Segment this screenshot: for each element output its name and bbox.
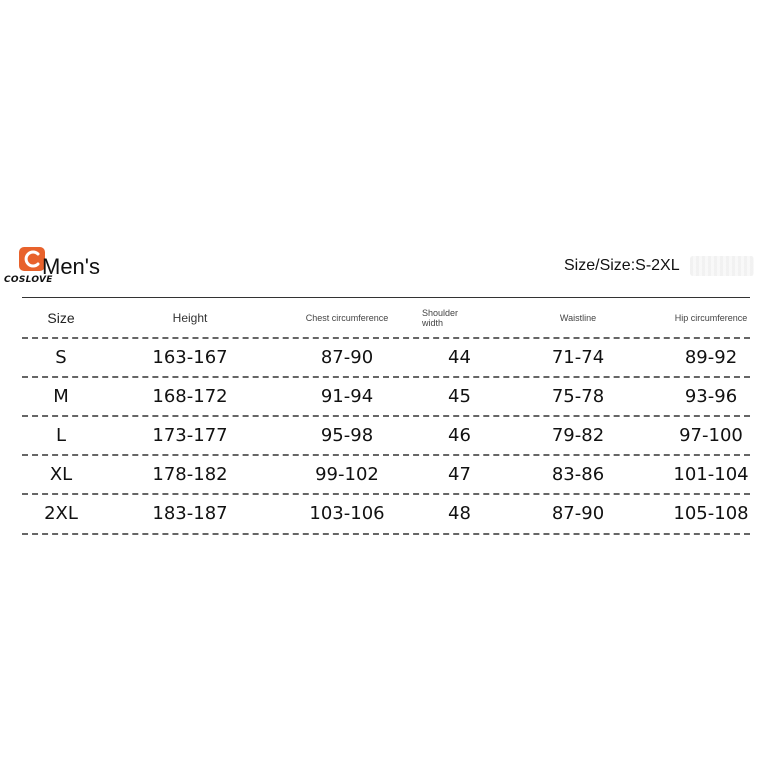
cell-chest: 87-90	[320, 346, 374, 368]
cell-size: XL	[49, 463, 73, 485]
header-size: Size	[47, 310, 75, 326]
cell-chest: 91-94	[320, 385, 374, 407]
cell-hip: 105-108	[673, 502, 749, 524]
header-waist: Waistline	[559, 313, 597, 323]
cell-shoulder: 46	[448, 424, 471, 446]
table-row	[22, 416, 750, 454]
cell-waist: 71-74	[551, 346, 605, 368]
table-top-rule	[22, 297, 750, 298]
table-row	[22, 494, 750, 532]
cell-shoulder: 48	[448, 502, 471, 524]
cell-height: 178-182	[152, 463, 228, 485]
cell-size: L	[55, 424, 67, 446]
header-chest: Chest circumference	[305, 313, 389, 323]
cell-height: 173-177	[152, 424, 228, 446]
cell-size: S	[55, 346, 67, 368]
table-row	[22, 338, 750, 376]
page-title: Men's	[42, 254, 100, 279]
table-row	[22, 455, 750, 493]
cell-hip: 101-104	[673, 463, 749, 485]
cell-hip: 97-100	[679, 424, 743, 446]
cell-shoulder: 47	[448, 463, 471, 485]
cell-hip: 93-96	[684, 385, 738, 407]
cell-height: 163-167	[152, 346, 228, 368]
cell-waist: 83-86	[551, 463, 605, 485]
table-bottom-divider	[22, 533, 750, 535]
cell-waist: 87-90	[551, 502, 605, 524]
cell-waist: 75-78	[551, 385, 605, 407]
size-range-label: Size/Size:S-2XL	[564, 257, 680, 274]
cell-size: M	[53, 385, 69, 407]
cell-hip: 89-92	[684, 346, 738, 368]
header-height: Height	[172, 311, 208, 325]
cell-height: 168-172	[152, 385, 228, 407]
watermark-smudge	[690, 256, 754, 276]
cell-waist: 79-82	[551, 424, 605, 446]
cell-chest: 103-106	[309, 502, 385, 524]
cell-chest: 95-98	[320, 424, 374, 446]
table-row	[22, 377, 750, 415]
header-hip: Hip circumference	[674, 313, 748, 323]
cell-chest: 99-102	[315, 463, 379, 485]
header-shoulder-line1: Shoulder	[422, 308, 459, 318]
table-header-row	[22, 300, 750, 336]
header-shoulder	[422, 300, 497, 336]
cell-height: 183-187	[152, 502, 228, 524]
cell-size: 2XL	[44, 502, 78, 524]
brand-name: COSLOVE	[4, 275, 53, 285]
cell-shoulder: 45	[448, 385, 471, 407]
header-shoulder-line2: width	[422, 318, 444, 328]
cell-shoulder: 44	[448, 346, 471, 368]
